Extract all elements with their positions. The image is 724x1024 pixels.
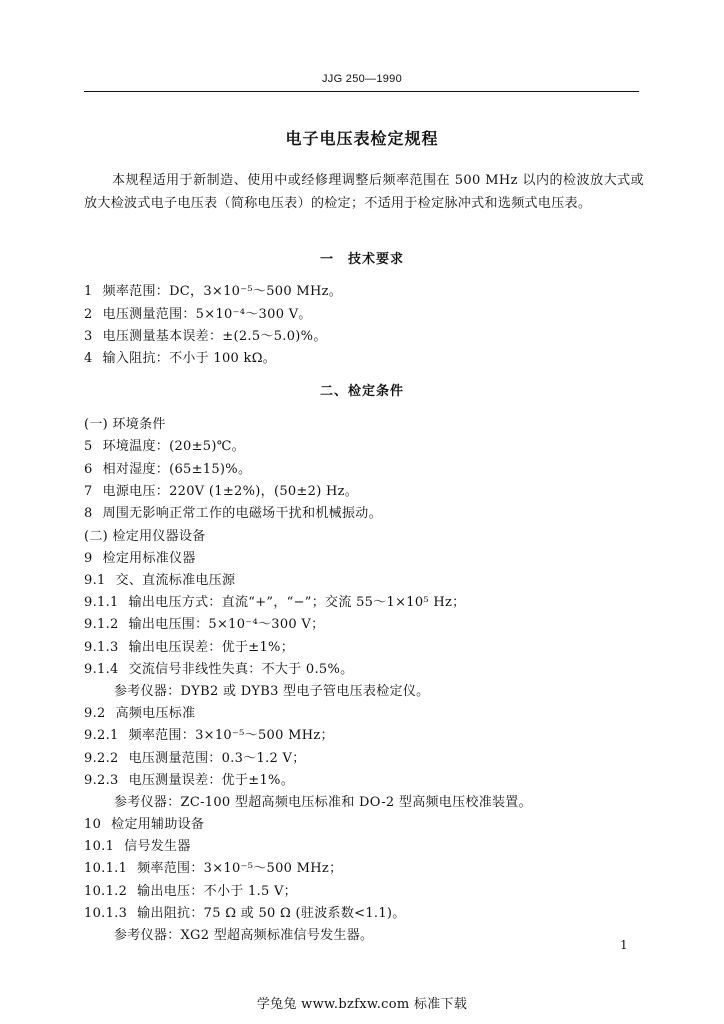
clause-line	[84, 435, 245, 454]
section-heading-tech: 一 技术要求	[319, 252, 404, 267]
clause-line	[84, 525, 206, 544]
clause-line	[114, 924, 373, 943]
clause-number: 9.2	[84, 706, 106, 721]
clause-line	[84, 902, 406, 921]
clause-text: 输出电压围：5×10⁻⁴～300 V；	[128, 617, 325, 632]
clause-line	[84, 547, 196, 566]
footer-watermark: 学兔兔 www.bzfxw.com 标准下载	[256, 997, 468, 1012]
clause-text: 电压测量基本误差：±(2.5～5.0)%。	[102, 329, 327, 344]
clause-text: 输入阻抗：不小于 100 kΩ。	[102, 351, 277, 366]
clause-line	[84, 702, 195, 721]
clause-number: 9.1.2	[84, 617, 119, 632]
page-header-code: JJG 250—1990	[321, 73, 403, 85]
clause-number: 9.2.3	[84, 773, 119, 788]
clause-text: 频率范围：3×10⁻⁵～500 MHz；	[137, 861, 343, 876]
clause-text: 电压测量误差：优于±1%。	[128, 773, 294, 788]
clause-text: 电压测量范围：0.3～1.2 V；	[128, 751, 306, 766]
clause-number: 3	[84, 329, 93, 344]
clause-number: 2	[84, 307, 93, 322]
clause-text: 高频电压标准	[115, 706, 196, 721]
document-title: 电子电压表检定规程	[285, 129, 439, 148]
clause-line	[84, 347, 276, 366]
clause-text: 电源电压：220V (1±2%)，(50±2) Hz。	[102, 484, 359, 499]
clause-text: 输出阻抗：75 Ω 或 50 Ω (驻波系数<1.1)。	[137, 906, 406, 921]
clause-number: 7	[84, 484, 93, 499]
clause-number: 9.1.1	[84, 595, 119, 610]
clause-line	[84, 835, 191, 854]
clause-line	[84, 747, 306, 766]
clause-line	[84, 724, 334, 743]
clause-number: 5	[84, 439, 93, 454]
clause-number: 10.1	[84, 839, 115, 854]
clause-line	[84, 591, 465, 610]
clause-number: 6	[84, 462, 93, 477]
clause-line	[84, 303, 312, 322]
clause-text: 参考仪器：ZC-100 型超高频电压标准和 DO-2 型高频电压校准装置。	[114, 795, 532, 810]
clause-text: 交流信号非线性失真：不大于 0.5%。	[128, 662, 354, 677]
clause-number: 10.1.3	[84, 906, 128, 921]
clause-text: 参考仪器：DYB2 或 DYB3 型电子管电压表检定仪。	[114, 684, 430, 699]
clause-number: 9.1.3	[84, 640, 119, 655]
clause-text: 检定用辅助设备	[111, 817, 205, 832]
clause-text: 检定用标准仪器	[102, 551, 196, 566]
clause-line	[84, 569, 235, 588]
clause-line	[114, 791, 532, 810]
clause-text: 信号发生器	[124, 839, 191, 854]
clause-text: 输出电压：不小于 1.5 V；	[137, 884, 297, 899]
clause-line	[84, 769, 294, 788]
header-rule	[84, 91, 639, 92]
clause-line	[114, 680, 429, 699]
clause-text: 输出电压方式：直流“+”，“−”；交流 55～1×10⁵ Hz；	[128, 595, 466, 610]
clause-number: 10.1.2	[84, 884, 128, 899]
clause-line	[84, 480, 358, 499]
clause-number: 4	[84, 351, 93, 366]
clause-line	[84, 880, 297, 899]
clause-text: 电压测量范围：5×10⁻⁴～300 V。	[102, 307, 312, 322]
section-heading-conditions: 二、检定条件	[319, 384, 404, 399]
clause-number: 1	[84, 284, 93, 299]
clause-line	[84, 813, 204, 832]
page-number: 1	[620, 938, 628, 952]
clause-line	[84, 636, 294, 655]
clause-text: 频率范围：3×10⁻⁵～500 MHz；	[128, 728, 334, 743]
clause-number: 8	[84, 506, 93, 521]
intro-paragraph: 本规程适用于新制造、使用中或经修理调整后频率范围在 500 MHz 以内的检波放大式或放大检波式电子电压表（简称电压表）的检定；不适用于检定脉冲式和选频式电压表。	[84, 173, 644, 211]
clause-text: 频率范围：DC，3×10⁻⁵～500 MHz。	[102, 284, 343, 299]
clause-number: 10.1.1	[84, 861, 128, 876]
clause-line	[84, 658, 353, 677]
clause-line	[84, 857, 342, 876]
clause-number: 9.1.4	[84, 662, 119, 677]
clause-line	[84, 413, 166, 432]
clause-number: 9.2.2	[84, 751, 119, 766]
clause-line	[84, 325, 327, 344]
clause-text: 相对湿度：(65±15)%。	[102, 462, 252, 477]
clause-number: 10	[84, 817, 102, 832]
clause-text: (二) 检定用仪器设备	[84, 529, 206, 544]
clause-text: 输出电压误差：优于±1%；	[128, 640, 294, 655]
clause-line	[84, 613, 324, 632]
clause-text: 周围无影响正常工作的电磁场干扰和机械振动。	[102, 506, 382, 521]
clause-number: 9.2.1	[84, 728, 119, 743]
clause-number: 9.1	[84, 573, 106, 588]
clause-number: 9	[84, 551, 93, 566]
clause-line	[84, 280, 342, 299]
clause-line	[84, 502, 382, 521]
clause-line	[84, 458, 251, 477]
clause-text: (一) 环境条件	[84, 417, 166, 432]
clause-text: 环境温度：(20±5)℃。	[102, 439, 245, 454]
clause-text: 交、直流标准电压源	[115, 573, 236, 588]
clause-text: 参考仪器：XG2 型超高频标准信号发生器。	[114, 928, 374, 943]
